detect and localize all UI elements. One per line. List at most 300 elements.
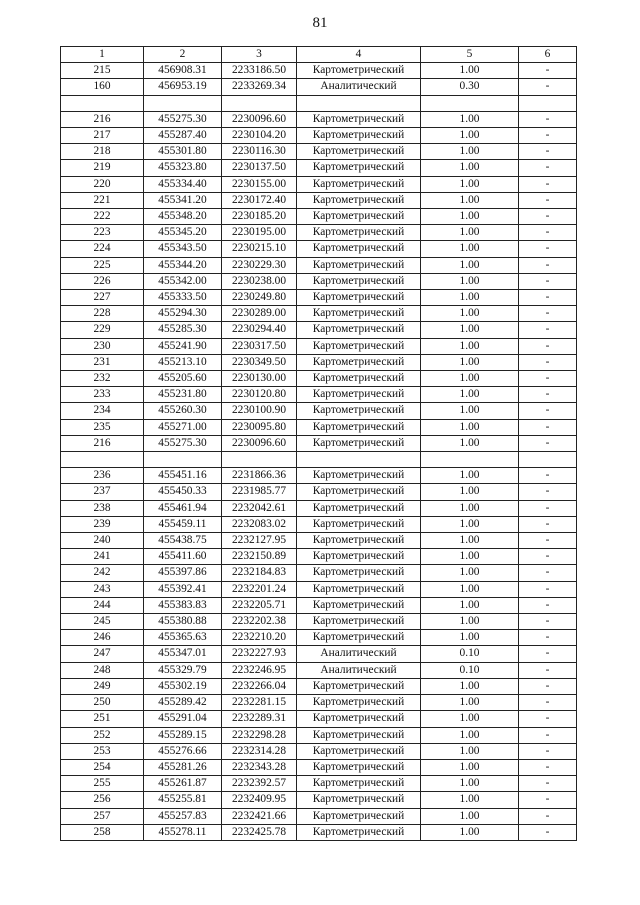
note-cell: - (519, 306, 577, 322)
note-cell: - (519, 695, 577, 711)
y-coordinate-cell: 2233186.50 (222, 63, 297, 79)
method-cell: Картометрический (297, 176, 421, 192)
column-header: 2 (144, 47, 222, 63)
y-coordinate-cell: 2232042.61 (222, 500, 297, 516)
accuracy-cell: 1.00 (421, 808, 519, 824)
note-cell: - (519, 176, 577, 192)
y-coordinate-cell: 2231866.36 (222, 468, 297, 484)
note-cell: - (519, 484, 577, 500)
table-row (61, 192, 577, 208)
accuracy-cell (421, 95, 519, 111)
y-coordinate-cell: 2230155.00 (222, 176, 297, 192)
method-cell: Картометрический (297, 581, 421, 597)
table-row (61, 209, 577, 225)
table-row (61, 776, 577, 792)
x-coordinate-cell: 455281.26 (144, 759, 222, 775)
y-coordinate-cell: 2232083.02 (222, 516, 297, 532)
point-number-cell: 247 (61, 646, 144, 662)
note-cell (519, 452, 577, 468)
method-cell: Картометрический (297, 387, 421, 403)
note-cell: - (519, 776, 577, 792)
table-row (61, 290, 577, 306)
method-cell: Картометрический (297, 695, 421, 711)
x-coordinate-cell: 455278.11 (144, 824, 222, 840)
method-cell: Картометрический (297, 727, 421, 743)
accuracy-cell: 1.00 (421, 678, 519, 694)
x-coordinate-cell: 455451.16 (144, 468, 222, 484)
note-cell: - (519, 128, 577, 144)
table-row (61, 144, 577, 160)
x-coordinate-cell: 455343.50 (144, 241, 222, 257)
note-cell: - (519, 711, 577, 727)
table-row (61, 354, 577, 370)
note-cell: - (519, 435, 577, 451)
table-row (61, 695, 577, 711)
table-row (61, 468, 577, 484)
method-cell: Аналитический (297, 662, 421, 678)
accuracy-cell: 1.00 (421, 743, 519, 759)
method-cell: Картометрический (297, 354, 421, 370)
table-row (61, 727, 577, 743)
point-number-cell: 226 (61, 273, 144, 289)
table-row (61, 824, 577, 840)
note-cell: - (519, 160, 577, 176)
point-number-cell (61, 95, 144, 111)
x-coordinate-cell: 455333.50 (144, 290, 222, 306)
point-number-cell: 217 (61, 128, 144, 144)
method-cell: Картометрический (297, 759, 421, 775)
table-row (61, 419, 577, 435)
point-number-cell: 221 (61, 192, 144, 208)
table-row (61, 630, 577, 646)
method-cell: Картометрический (297, 808, 421, 824)
method-cell: Картометрический (297, 128, 421, 144)
point-number-cell: 237 (61, 484, 144, 500)
table-row (61, 176, 577, 192)
accuracy-cell: 1.00 (421, 225, 519, 241)
accuracy-cell: 1.00 (421, 322, 519, 338)
note-cell: - (519, 516, 577, 532)
note-cell: - (519, 225, 577, 241)
accuracy-cell: 1.00 (421, 500, 519, 516)
accuracy-cell: 1.00 (421, 549, 519, 565)
x-coordinate-cell: 455255.81 (144, 792, 222, 808)
x-coordinate-cell: 455231.80 (144, 387, 222, 403)
note-cell: - (519, 792, 577, 808)
y-coordinate-cell: 2232150.89 (222, 549, 297, 565)
note-cell: - (519, 727, 577, 743)
point-number-cell: 254 (61, 759, 144, 775)
accuracy-cell: 1.00 (421, 371, 519, 387)
y-coordinate-cell: 2230349.50 (222, 354, 297, 370)
accuracy-cell: 1.00 (421, 565, 519, 581)
table-row (61, 160, 577, 176)
note-cell: - (519, 678, 577, 694)
method-cell: Картометрический (297, 241, 421, 257)
point-number-cell: 230 (61, 338, 144, 354)
x-coordinate-cell: 455302.19 (144, 678, 222, 694)
method-cell: Картометрический (297, 63, 421, 79)
accuracy-cell: 1.00 (421, 484, 519, 500)
accuracy-cell: 1.00 (421, 144, 519, 160)
point-number-cell: 249 (61, 678, 144, 694)
point-number-cell: 256 (61, 792, 144, 808)
point-number-cell: 225 (61, 257, 144, 273)
method-cell: Картометрический (297, 792, 421, 808)
table-row (61, 533, 577, 549)
x-coordinate-cell: 455291.04 (144, 711, 222, 727)
column-header: 3 (222, 47, 297, 63)
x-coordinate-cell: 455459.11 (144, 516, 222, 532)
column-header: 4 (297, 47, 421, 63)
method-cell: Картометрический (297, 371, 421, 387)
table-row (61, 614, 577, 630)
point-number-cell: 232 (61, 371, 144, 387)
table-row (61, 743, 577, 759)
point-number-cell: 252 (61, 727, 144, 743)
method-cell: Картометрический (297, 306, 421, 322)
y-coordinate-cell: 2230120.80 (222, 387, 297, 403)
method-cell: Картометрический (297, 225, 421, 241)
point-number-cell: 236 (61, 468, 144, 484)
method-cell: Картометрический (297, 743, 421, 759)
x-coordinate-cell: 455397.86 (144, 565, 222, 581)
table-row (61, 678, 577, 694)
accuracy-cell: 1.00 (421, 516, 519, 532)
header-row (61, 47, 577, 63)
y-coordinate-cell: 2232184.83 (222, 565, 297, 581)
accuracy-cell: 1.00 (421, 614, 519, 630)
note-cell: - (519, 759, 577, 775)
method-cell: Картометрический (297, 597, 421, 613)
point-number-cell: 244 (61, 597, 144, 613)
method-cell: Картометрический (297, 776, 421, 792)
x-coordinate-cell: 455438.75 (144, 533, 222, 549)
point-number-cell: 239 (61, 516, 144, 532)
point-number-cell: 245 (61, 614, 144, 630)
x-coordinate-cell: 455213.10 (144, 354, 222, 370)
x-coordinate-cell: 455348.20 (144, 209, 222, 225)
table-row (61, 597, 577, 613)
method-cell (297, 95, 421, 111)
x-coordinate-cell: 455347.01 (144, 646, 222, 662)
note-cell: - (519, 565, 577, 581)
point-number-cell: 231 (61, 354, 144, 370)
y-coordinate-cell: 2232281.15 (222, 695, 297, 711)
method-cell: Аналитический (297, 79, 421, 95)
x-coordinate-cell: 455323.80 (144, 160, 222, 176)
accuracy-cell: 1.00 (421, 597, 519, 613)
method-cell: Картометрический (297, 549, 421, 565)
x-coordinate-cell: 455383.83 (144, 597, 222, 613)
point-number-cell: 240 (61, 533, 144, 549)
method-cell: Картометрический (297, 338, 421, 354)
y-coordinate-cell: 2230100.90 (222, 403, 297, 419)
method-cell: Картометрический (297, 533, 421, 549)
note-cell: - (519, 581, 577, 597)
point-number-cell: 238 (61, 500, 144, 516)
point-number-cell: 224 (61, 241, 144, 257)
note-cell: - (519, 257, 577, 273)
y-coordinate-cell: 2230116.30 (222, 144, 297, 160)
point-number-cell: 216 (61, 435, 144, 451)
note-cell: - (519, 808, 577, 824)
accuracy-cell: 0.30 (421, 79, 519, 95)
note-cell: - (519, 824, 577, 840)
y-coordinate-cell: 2232246.95 (222, 662, 297, 678)
table-row (61, 306, 577, 322)
x-coordinate-cell: 455341.20 (144, 192, 222, 208)
note-cell: - (519, 322, 577, 338)
accuracy-cell: 1.00 (421, 63, 519, 79)
point-number-cell: 234 (61, 403, 144, 419)
note-cell: - (519, 743, 577, 759)
point-number-cell: 243 (61, 581, 144, 597)
point-number-cell: 242 (61, 565, 144, 581)
point-number-cell: 227 (61, 290, 144, 306)
coordinates-table (60, 46, 577, 841)
note-cell: - (519, 111, 577, 127)
note-cell: - (519, 354, 577, 370)
table-row (61, 371, 577, 387)
accuracy-cell: 1.00 (421, 306, 519, 322)
method-cell: Картометрический (297, 565, 421, 581)
column-header: 1 (61, 47, 144, 63)
method-cell (297, 452, 421, 468)
method-cell: Картометрический (297, 209, 421, 225)
table-row (61, 435, 577, 451)
y-coordinate-cell: 2230185.20 (222, 209, 297, 225)
point-number-cell: 160 (61, 79, 144, 95)
x-coordinate-cell: 455334.40 (144, 176, 222, 192)
y-coordinate-cell: 2230137.50 (222, 160, 297, 176)
accuracy-cell: 1.00 (421, 435, 519, 451)
point-number-cell: 241 (61, 549, 144, 565)
y-coordinate-cell: 2230215.10 (222, 241, 297, 257)
x-coordinate-cell: 455241.90 (144, 338, 222, 354)
y-coordinate-cell: 2230238.00 (222, 273, 297, 289)
table-row (61, 128, 577, 144)
method-cell: Картометрический (297, 678, 421, 694)
point-number-cell: 228 (61, 306, 144, 322)
note-cell: - (519, 371, 577, 387)
table-row (61, 387, 577, 403)
method-cell: Картометрический (297, 419, 421, 435)
note-cell: - (519, 468, 577, 484)
table-row (61, 257, 577, 273)
accuracy-cell: 1.00 (421, 111, 519, 127)
y-coordinate-cell: 2230104.20 (222, 128, 297, 144)
x-coordinate-cell: 455285.30 (144, 322, 222, 338)
table-row (61, 225, 577, 241)
note-cell: - (519, 63, 577, 79)
method-cell: Картометрический (297, 192, 421, 208)
method-cell: Картометрический (297, 484, 421, 500)
point-number-cell: 219 (61, 160, 144, 176)
accuracy-cell: 1.00 (421, 533, 519, 549)
y-coordinate-cell: 2232127.95 (222, 533, 297, 549)
x-coordinate-cell: 455301.80 (144, 144, 222, 160)
point-number-cell: 258 (61, 824, 144, 840)
accuracy-cell: 1.00 (421, 241, 519, 257)
method-cell: Картометрический (297, 273, 421, 289)
x-coordinate-cell: 455365.63 (144, 630, 222, 646)
method-cell: Картометрический (297, 614, 421, 630)
method-cell: Картометрический (297, 257, 421, 273)
note-cell: - (519, 500, 577, 516)
table-row (61, 452, 577, 468)
table-row (61, 403, 577, 419)
accuracy-cell: 1.00 (421, 776, 519, 792)
y-coordinate-cell: 2232205.71 (222, 597, 297, 613)
y-coordinate-cell: 2230172.40 (222, 192, 297, 208)
x-coordinate-cell: 455275.30 (144, 111, 222, 127)
note-cell: - (519, 419, 577, 435)
accuracy-cell: 1.00 (421, 257, 519, 273)
method-cell: Картометрический (297, 403, 421, 419)
y-coordinate-cell (222, 452, 297, 468)
accuracy-cell: 1.00 (421, 419, 519, 435)
method-cell: Картометрический (297, 500, 421, 516)
y-coordinate-cell (222, 95, 297, 111)
point-number-cell: 248 (61, 662, 144, 678)
accuracy-cell: 1.00 (421, 468, 519, 484)
method-cell: Картометрический (297, 630, 421, 646)
point-number-cell: 257 (61, 808, 144, 824)
method-cell: Картометрический (297, 322, 421, 338)
point-number-cell: 218 (61, 144, 144, 160)
y-coordinate-cell: 2230317.50 (222, 338, 297, 354)
method-cell: Картометрический (297, 824, 421, 840)
point-number-cell: 251 (61, 711, 144, 727)
y-coordinate-cell: 2232409.95 (222, 792, 297, 808)
x-coordinate-cell: 455260.30 (144, 403, 222, 419)
point-number-cell: 255 (61, 776, 144, 792)
accuracy-cell: 1.00 (421, 727, 519, 743)
accuracy-cell: 1.00 (421, 354, 519, 370)
y-coordinate-cell: 2230096.60 (222, 435, 297, 451)
accuracy-cell (421, 452, 519, 468)
accuracy-cell: 1.00 (421, 581, 519, 597)
table-row (61, 808, 577, 824)
y-coordinate-cell: 2232298.28 (222, 727, 297, 743)
point-number-cell: 222 (61, 209, 144, 225)
point-number-cell: 250 (61, 695, 144, 711)
table-row (61, 792, 577, 808)
accuracy-cell: 1.00 (421, 192, 519, 208)
column-header: 6 (519, 47, 577, 63)
note-cell: - (519, 209, 577, 225)
y-coordinate-cell: 2230195.00 (222, 225, 297, 241)
table-row (61, 322, 577, 338)
x-coordinate-cell: 455276.66 (144, 743, 222, 759)
page-number: 81 (312, 15, 328, 31)
y-coordinate-cell: 2232421.66 (222, 808, 297, 824)
y-coordinate-cell: 2230289.00 (222, 306, 297, 322)
method-cell: Аналитический (297, 646, 421, 662)
y-coordinate-cell: 2233269.34 (222, 79, 297, 95)
accuracy-cell: 0.10 (421, 662, 519, 678)
table-row (61, 63, 577, 79)
table-body (61, 63, 577, 841)
note-cell: - (519, 662, 577, 678)
method-cell: Картометрический (297, 290, 421, 306)
x-coordinate-cell: 455450.33 (144, 484, 222, 500)
y-coordinate-cell: 2232201.24 (222, 581, 297, 597)
accuracy-cell: 1.00 (421, 273, 519, 289)
accuracy-cell: 1.00 (421, 338, 519, 354)
note-cell: - (519, 192, 577, 208)
y-coordinate-cell: 2230096.60 (222, 111, 297, 127)
accuracy-cell: 1.00 (421, 759, 519, 775)
x-coordinate-cell: 455344.20 (144, 257, 222, 273)
y-coordinate-cell: 2230294.40 (222, 322, 297, 338)
point-number-cell: 215 (61, 63, 144, 79)
method-cell: Картометрический (297, 711, 421, 727)
note-cell: - (519, 273, 577, 289)
accuracy-cell: 1.00 (421, 387, 519, 403)
y-coordinate-cell: 2230095.80 (222, 419, 297, 435)
accuracy-cell: 1.00 (421, 290, 519, 306)
x-coordinate-cell: 455205.60 (144, 371, 222, 387)
accuracy-cell: 1.00 (421, 160, 519, 176)
point-number-cell: 220 (61, 176, 144, 192)
method-cell: Картометрический (297, 144, 421, 160)
y-coordinate-cell: 2232289.31 (222, 711, 297, 727)
x-coordinate-cell: 456908.31 (144, 63, 222, 79)
table-row (61, 500, 577, 516)
accuracy-cell: 1.00 (421, 695, 519, 711)
note-cell: - (519, 549, 577, 565)
note-cell: - (519, 597, 577, 613)
accuracy-cell: 0.10 (421, 646, 519, 662)
method-cell: Картометрический (297, 435, 421, 451)
table-row (61, 273, 577, 289)
table-row (61, 241, 577, 257)
table-row (61, 95, 577, 111)
table-row (61, 338, 577, 354)
x-coordinate-cell: 455345.20 (144, 225, 222, 241)
table-row (61, 549, 577, 565)
y-coordinate-cell: 2230130.00 (222, 371, 297, 387)
accuracy-cell: 1.00 (421, 711, 519, 727)
note-cell (519, 95, 577, 111)
accuracy-cell: 1.00 (421, 176, 519, 192)
x-coordinate-cell: 455380.88 (144, 614, 222, 630)
x-coordinate-cell: 455392.41 (144, 581, 222, 597)
accuracy-cell: 1.00 (421, 630, 519, 646)
x-coordinate-cell: 455411.60 (144, 549, 222, 565)
table-row (61, 111, 577, 127)
y-coordinate-cell: 2231985.77 (222, 484, 297, 500)
accuracy-cell: 1.00 (421, 792, 519, 808)
note-cell: - (519, 403, 577, 419)
point-number-cell: 229 (61, 322, 144, 338)
y-coordinate-cell: 2232343.28 (222, 759, 297, 775)
column-header: 5 (421, 47, 519, 63)
method-cell: Картометрический (297, 468, 421, 484)
x-coordinate-cell: 455257.83 (144, 808, 222, 824)
point-number-cell (61, 452, 144, 468)
x-coordinate-cell (144, 452, 222, 468)
table-row (61, 484, 577, 500)
note-cell: - (519, 79, 577, 95)
point-number-cell: 216 (61, 111, 144, 127)
x-coordinate-cell: 455271.00 (144, 419, 222, 435)
y-coordinate-cell: 2232314.28 (222, 743, 297, 759)
accuracy-cell: 1.00 (421, 824, 519, 840)
x-coordinate-cell: 455294.30 (144, 306, 222, 322)
